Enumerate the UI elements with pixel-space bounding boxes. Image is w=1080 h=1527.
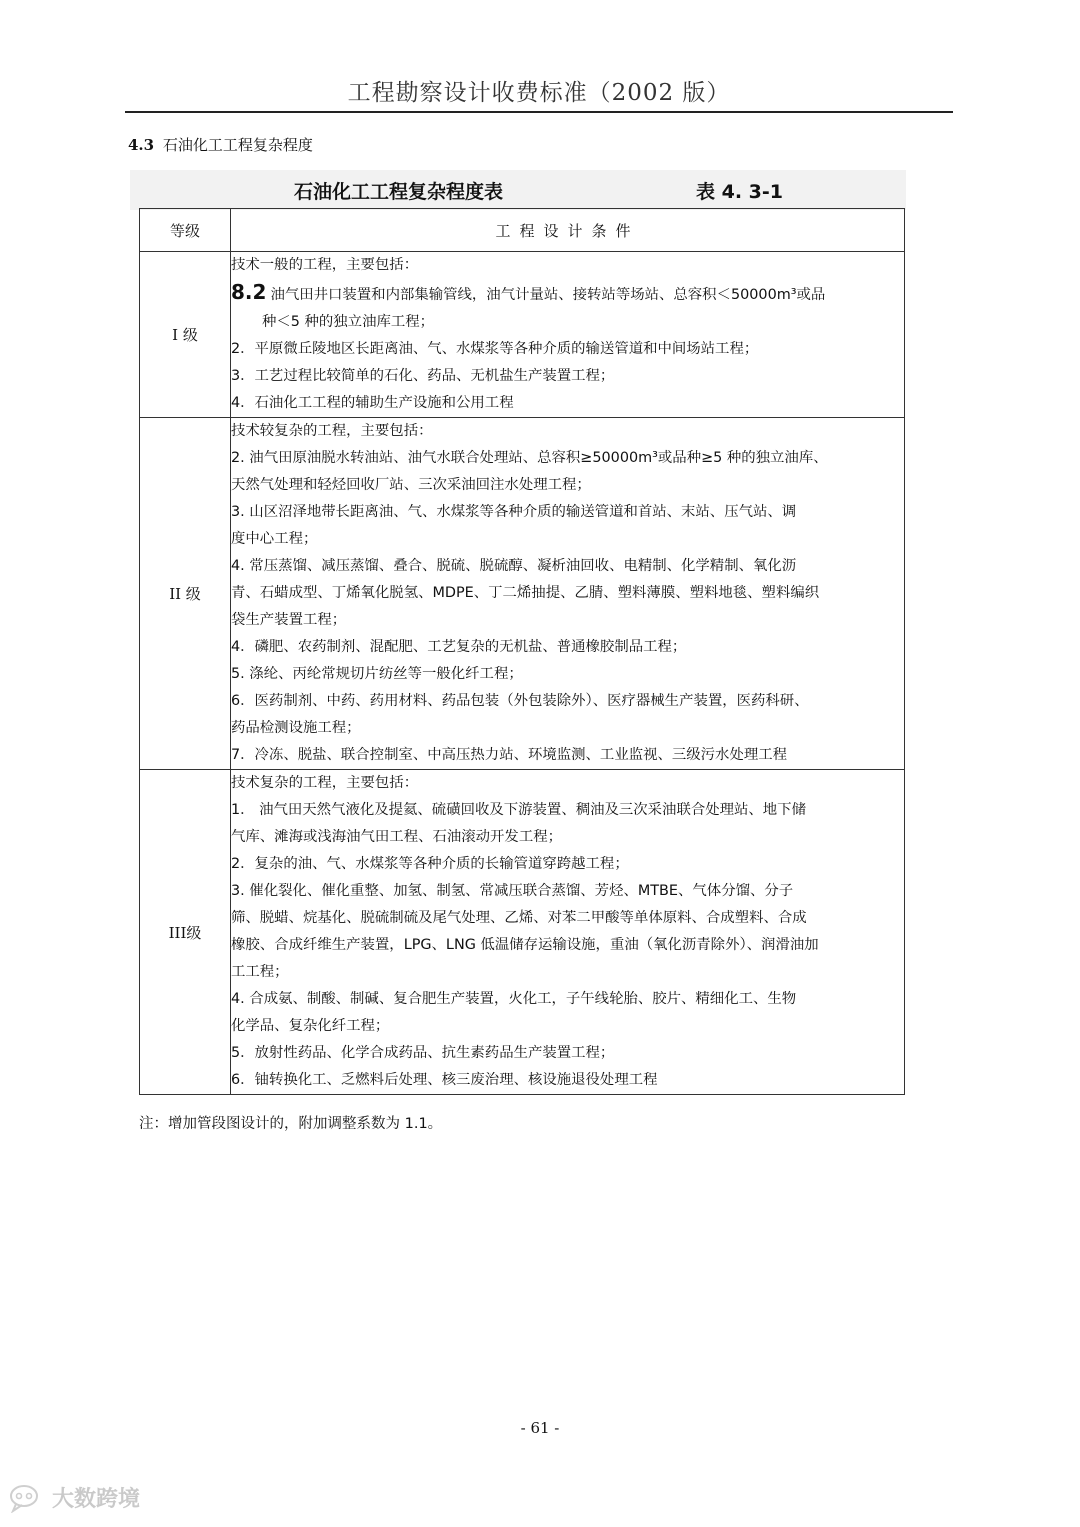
conditions-cell [231, 418, 905, 770]
condition-line: 4．磷肥、农药制剂、混配肥、工艺复杂的无机盐、普通橡胶制品工程； [231, 639, 687, 655]
condition-line: 1． 油气田天然气液化及提氦、硫磺回收及下游装置、稠油及三次采油联合处理站、地下储 [231, 802, 806, 818]
condition-line: 4. 合成氨、制酸、制碱、复合肥生产装置，火化工，子午线轮胎、胶片、精细化工、生物 [231, 991, 797, 1007]
condition-line: 度中心工程； [231, 531, 318, 547]
condition-line: 药品检测设施工程； [231, 720, 361, 736]
table-row [140, 418, 905, 770]
page-header: 工程勘察设计收费标准（2002 版） [347, 80, 731, 106]
condition-item-number: 8.2 [231, 280, 267, 304]
table-note: 注：增加管段图设计的，附加调整系数为 1.1。 [139, 1116, 443, 1132]
table-row [140, 252, 905, 418]
condition-line: 2．复杂的油、气、水煤浆等各种介质的长输管道穿跨越工程； [231, 856, 629, 872]
watermark [8, 1482, 140, 1513]
condition-line: 3. 催化裂化、催化重整、加氢、制氢、常减压联合蒸馏、芳烃、MTBE、气体分馏、分子 [231, 883, 794, 899]
section-number: 4.3 [128, 136, 155, 154]
grade-cell: III级 [140, 770, 231, 1095]
condition-line: 天然气处理和轻烃回收厂站、三次采油回注水处理工程； [231, 477, 591, 493]
chat-bubble-icon [8, 1483, 48, 1513]
condition-line: 2．平原微丘陵地区长距离油、气、水煤浆等各种介质的输送管道和中间场站工程； [231, 341, 759, 357]
grade-cell: II 级 [140, 418, 231, 770]
watermark-text: 大数跨境 [52, 1487, 141, 1512]
page-number: - 61 - [520, 1419, 560, 1437]
condition-line: 3．工艺过程比较简单的石化、药品、无机盐生产装置工程； [231, 368, 615, 384]
condition-line: 5．放射性药品、化学合成药品、抗生素药品生产装置工程； [231, 1045, 615, 1061]
table-row [140, 770, 905, 1095]
grade-cell: I 级 [140, 252, 231, 418]
condition-line: 4．石油化工工程的辅助生产设施和公用工程 [231, 395, 514, 411]
condition-line: 化学品、复杂化纤工程； [231, 1018, 390, 1034]
condition-line [231, 279, 904, 309]
condition-line: 6．铀转换化工、乏燃料后处理、核三废治理、核设施退役处理工程 [231, 1072, 658, 1088]
condition-line: 技术一般的工程，主要包括： [231, 257, 419, 273]
condition-line: 技术较复杂的工程，主要包括： [231, 423, 433, 439]
condition-line: 橡胶、合成纤维生产装置，LPG、LNG 低温储存运输设施，重油（氧化沥青除外）、润滑油加 [231, 937, 819, 953]
condition-line: 5. 涤纶、丙纶常规切片纺丝等一般化纤工程； [231, 666, 523, 682]
conditions-cell [231, 252, 905, 418]
conditions-cell [231, 770, 905, 1095]
condition-line: 气库、滩海或浅海油气田工程、石油滚动开发工程； [231, 829, 562, 845]
condition-line: 青、石蜡成型、丁烯氧化脱氢、MDPE、丁二烯抽提、乙腈、塑料薄膜、塑料地毯、塑料编织 [231, 585, 820, 601]
column-header-grade: 等级 [140, 209, 231, 252]
section-title: 石油化工工程复杂程度 [162, 136, 313, 154]
header-rule [125, 111, 953, 113]
condition-line: 6．医药制剂、中药、药用材料、药品包装（外包装除外）、医疗器械生产装置，医药科研、 [231, 693, 809, 709]
condition-line: 4. 常压蒸馏、减压蒸馏、叠合、脱硫、脱硫醇、凝析油回收、电精制、化学精制、氧化沥 [231, 558, 797, 574]
condition-line: 袋生产装置工程； [231, 612, 347, 628]
condition-text: 油气田井口装置和内部集输管线，油气计量站、接转站等场站、总容积＜50000m³或品 [270, 287, 826, 303]
table-caption-number: 表 4. 3-1 [696, 181, 783, 203]
condition-line: 7．冷冻、脱盐、联合控制室、中高压热力站、环境监测、工业监视、三级污水处理工程 [231, 747, 788, 763]
condition-line: 3. 山区沼泽地带长距离油、气、水煤浆等各种介质的输送管道和首站、末站、压气站、调 [231, 504, 797, 520]
condition-line: 筛、脱蜡、烷基化、脱硫制硫及尾气处理、乙烯、对苯二甲酸等单体原料、合成塑料、合成 [231, 910, 807, 926]
condition-line: 种＜5 种的独立油库工程； [262, 314, 435, 330]
condition-line: 2. 油气田原油脱水转油站、油气水联合处理站、总容积≥50000m³或品种≥5 种的独立油库、 [231, 450, 828, 466]
condition-line: 技术复杂的工程，主要包括： [231, 775, 419, 791]
table-caption-title: 石油化工工程复杂程度表 [294, 181, 504, 203]
complexity-table [139, 208, 905, 1095]
section-heading [128, 134, 313, 155]
column-header-conditions: 工程设计条件 [231, 209, 905, 252]
table-header-row [140, 209, 905, 252]
table-caption [130, 170, 906, 210]
condition-line: 工工程； [231, 964, 289, 980]
